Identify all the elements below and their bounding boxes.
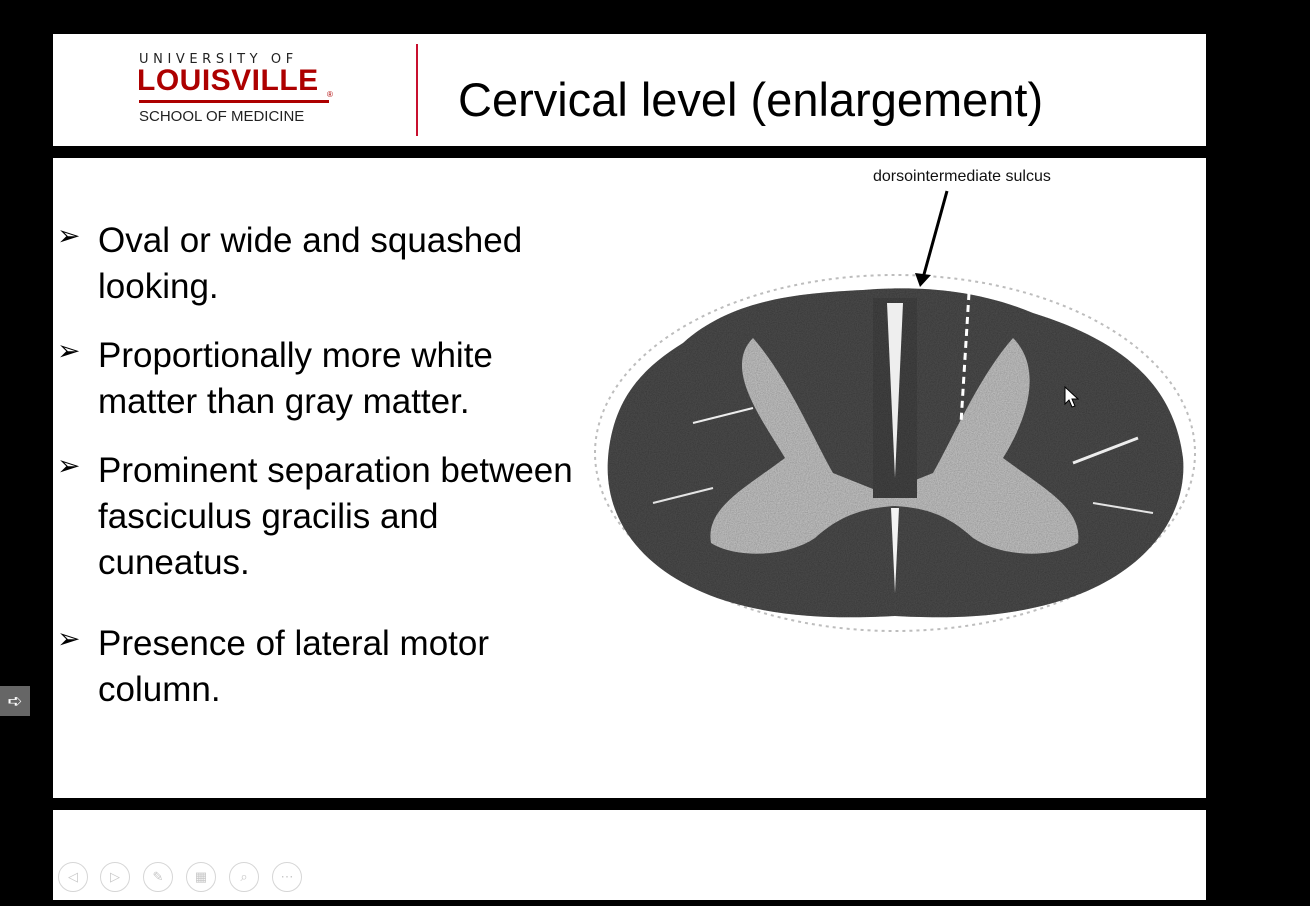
previous-slide-button[interactable] [58, 862, 88, 892]
bullet-arrow-icon: ➢ [57, 450, 81, 481]
bullet-text: Prominent separation between fasciculus gracilis and cuneatus. [98, 451, 573, 582]
bullet-text: Presence of lateral motor column. [98, 624, 490, 709]
bullet-list [53, 158, 573, 798]
bullet-arrow-icon: ➢ [57, 623, 81, 654]
logo-louisville: LOUISVILLE [137, 64, 319, 97]
logo-rule [139, 100, 329, 103]
slide-title: Cervical level (enlargement) [458, 73, 1044, 126]
slide-header [53, 34, 1206, 146]
logo-school-of-medicine: SCHOOL OF MEDICINE [139, 108, 305, 125]
annotation-arrow-icon [903, 183, 963, 293]
mouse-cursor-icon [1064, 386, 1080, 410]
slide-content [53, 158, 1206, 798]
slides-grid-icon: ▦ [194, 869, 208, 884]
pen-icon: ✎ [152, 869, 164, 884]
zoom-button[interactable] [229, 862, 259, 892]
bullet-text: Oval or wide and squashed looking. [98, 221, 523, 306]
pen-button[interactable] [143, 862, 173, 892]
more-options-button[interactable] [272, 862, 302, 892]
previous-slide-icon: ◁ [68, 869, 78, 884]
zoom-icon: ⌕ [240, 869, 248, 884]
bullet-arrow-icon: ➢ [57, 335, 81, 366]
side-arrow-button[interactable] [0, 686, 30, 716]
next-slide-button[interactable] [100, 862, 130, 892]
spinal-cord-section-image [573, 258, 1205, 648]
bullet-arrow-icon: ➢ [57, 220, 81, 251]
slide-footer [53, 810, 1206, 900]
university-logo [137, 52, 337, 132]
slides-grid-button[interactable] [186, 862, 216, 892]
annotation-label: dorsointermediate sulcus [873, 168, 1051, 185]
more-options-icon: ⋯ [280, 869, 294, 884]
logo-university-of: UNIVERSITY OF [139, 52, 298, 67]
header-divider [416, 44, 418, 136]
bullet-text: Proportionally more white matter than gray matter. [98, 336, 493, 421]
arrow-right-icon: ➪ [7, 690, 23, 711]
logo-registered-mark: ® [327, 90, 333, 99]
next-slide-icon: ▷ [110, 869, 120, 884]
